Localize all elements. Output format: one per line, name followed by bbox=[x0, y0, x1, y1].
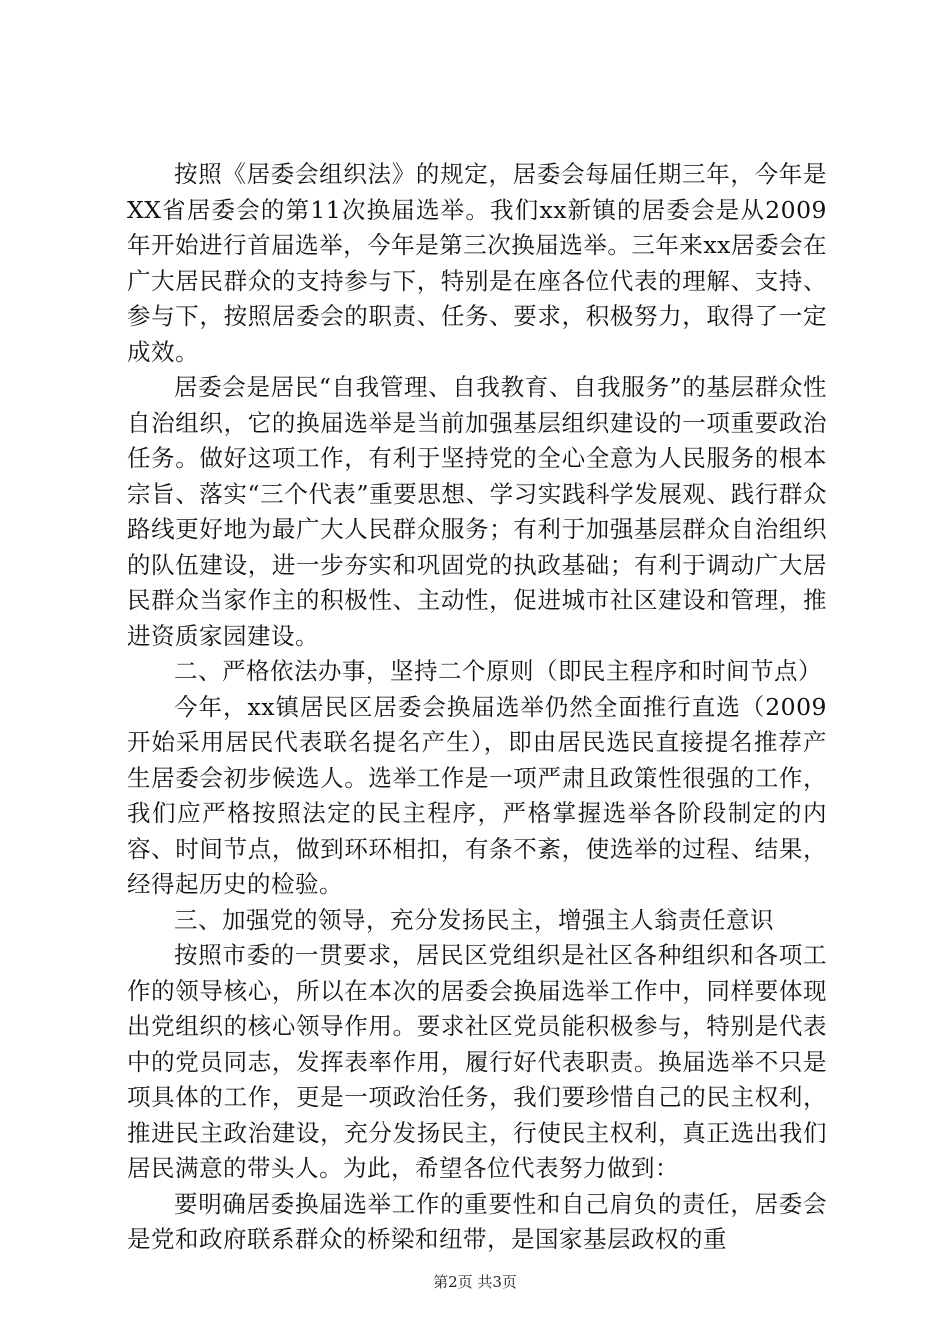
paragraph-party-leadership: 按照市委的一贯要求，居民区党组织是社区各种组织和各项工作的领导核心，所以在本次的居委会换届选举工作中，同样要体现出党组织的核心领导作用。要求社区党员能积极参与，特别是代表中的党员同志，发挥表率作用，履行好代表职责。换届选举不只是项具体的工作，更是一项政治任务，我们要珍惜自己的民主权利，推进民主政治建设，充分发扬民主，行使民主权利，真正选出我们居民满意的带头人。为此，希望各位代表努力做到： bbox=[127, 941, 827, 1182]
document-body bbox=[127, 157, 827, 1258]
paragraph-term-intro: 按照《居委会组织法》的规定，居委会每届任期三年，今年是XX省居委会的第11次换届选举。我们xx新镇的居委会是从2009年开始进行首届选举，今年是第三次换届选举。三年来xx居委会在广大居民群众的支持参与下，特别是在座各位代表的理解、支持、参与下，按照居委会的职责、任务、要求，积极努力，取得了一定成效。 bbox=[127, 160, 827, 366]
paragraph-responsibility: 要明确居委换届选举工作的重要性和自己肩负的责任，居委会是党和政府联系群众的桥梁和纽带，是国家基层政权的重 bbox=[127, 1189, 827, 1253]
paragraph-committee-role: 居委会是居民“自我管理、自我教育、自我服务”的基层群众性自治组织，它的换届选举是当前加强基层组织建设的一项重要政治任务。做好这项工作，有利于坚持党的全心全意为人民服务的根本宗旨、落实“三个代表”重要思想、学习实践科学发展观、践行群众路线更好地为最广大人民群众服务；有利于加强基层群众自治组织的队伍建设，进一步夯实和巩固党的执政基础；有利于调动广大居民群众当家作主的积极性、主动性，促进城市社区建设和管理，推进资质家园建设。 bbox=[127, 373, 827, 650]
paragraph-direct-election: 今年，xx镇居民区居委会换届选举仍然全面推行直选（2009开始采用居民代表联名提名产生），即由居民选民直接提名推荐产生居委会初步候选人。选举工作是一项严肃且政策性很强的工作，我们应严格按照法定的民主程序，严格掌握选举各阶段制定的内容、时间节点，做到环环相扣，有条不紊，使选举的过程、结果，经得起历史的检验。 bbox=[127, 692, 827, 898]
section-heading-two: 二、严格依法办事，坚持二个原则（即民主程序和时间节点） bbox=[174, 657, 822, 685]
page-number-footer: 第2页 共3页 bbox=[433, 1273, 517, 1291]
section-heading-three: 三、加强党的领导，充分发扬民主，增强主人翁责任意识 bbox=[174, 905, 774, 934]
